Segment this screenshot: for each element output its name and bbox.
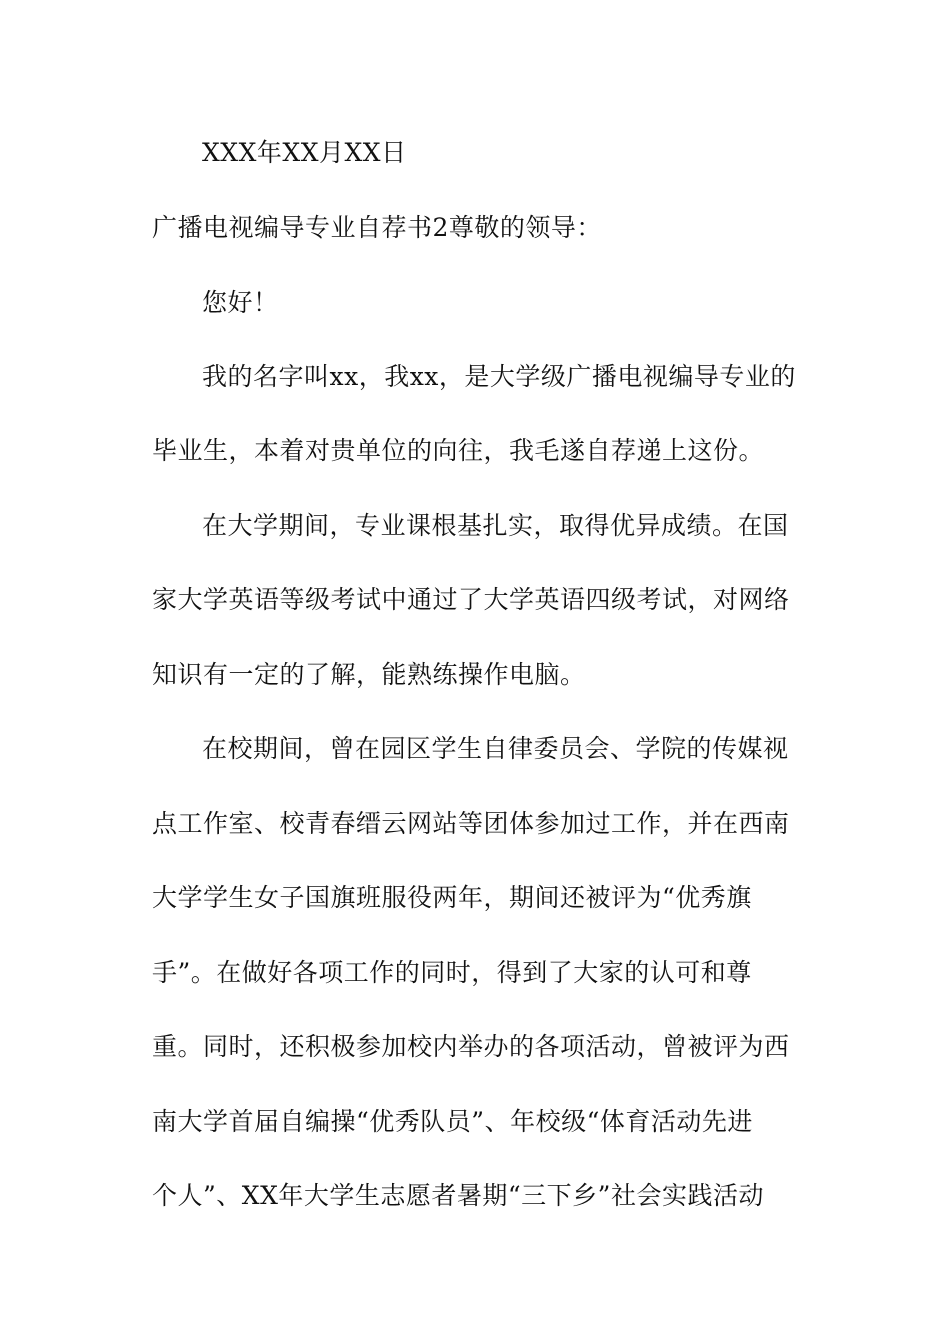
paragraph-line: 点工作室、校青春缙云网站等团体参加过工作，并在西南 [152, 809, 790, 838]
paragraph-line: 知识有一定的了解，能熟练操作电脑。 [152, 660, 586, 689]
paragraph-line: 大学学生女子国旗班服役两年，期间还被评为“优秀旗 [152, 883, 752, 912]
greeting-line: 您好！ [202, 288, 279, 317]
paragraph-line: 重。同时，还积极参加校内举办的各项活动，曾被评为西 [152, 1032, 790, 1061]
paragraph-line: 手”。在做好各项工作的同时，得到了大家的认可和尊 [152, 958, 752, 987]
paragraph-line: 个人”、XX年大学生志愿者暑期“三下乡”社会实践活动 [152, 1181, 764, 1210]
title-salutation-line: 广播电视编导专业自荐书2尊敬的领导： [152, 213, 602, 242]
paragraph-line: 在校期间，曾在园区学生自律委员会、学院的传媒视 [202, 734, 789, 763]
paragraph-line: 家大学英语等级考试中通过了大学英语四级考试，对网络 [152, 585, 790, 614]
paragraph-line: 毕业生，本着对贵单位的向往，我毛遂自荐递上这份。 [152, 436, 765, 465]
paragraph-line: 在大学期间，专业课根基扎实，取得优异成绩。在国 [202, 511, 789, 540]
date-line: XXX年XX月XX日 [202, 138, 407, 167]
paragraph-line: 我的名字叫xx，我xx，是大学级广播电视编导专业的 [202, 362, 796, 391]
paragraph-line: 南大学首届自编操“优秀队员”、年校级“体育活动先进 [152, 1107, 753, 1136]
